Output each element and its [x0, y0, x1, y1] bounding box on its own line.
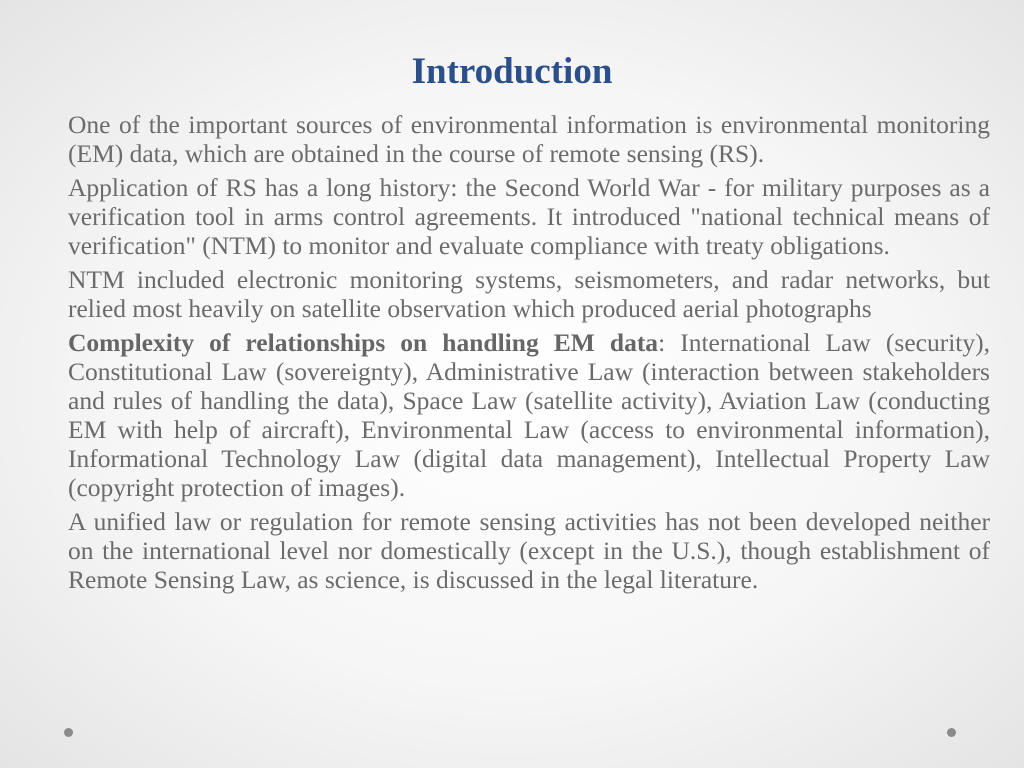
slide-body	[68, 110, 990, 599]
decorative-dot-left	[64, 728, 73, 737]
paragraph-2: Application of RS has a long history: the Second World War - for military purposes as a verification tool in arms control agreements. It introduced "national technical means of verification" (NTM) to monitor and evaluate compliance with treaty obligations.	[68, 173, 990, 260]
paragraph-3: NTM included electronic monitoring systems, seismometers, and radar networks, but relied most heavily on satellite observation which produced aerial photographs	[68, 265, 990, 323]
paragraph-4	[68, 328, 990, 502]
paragraph-1: One of the important sources of environmental information is environmental monitoring (EM) data, which are obtained in the course of remote sensing (RS).	[68, 110, 990, 168]
paragraph-4-bold-lead: Complexity of relationships on handling EM data	[68, 328, 659, 357]
slide-title: Introduction	[411, 51, 613, 92]
decorative-dot-right	[947, 728, 956, 737]
paragraph-4-text: : International Law (security), Constitutional Law (sovereignty), Administrative Law (interaction between stakeholders and rules of handling the data), Space Law (satellite activity), Aviation Law (conducting EM with help of aircraft), Environmental Law (access to environmental information), Informational Technology Law (digital data management), Intellectual Property Law (copyright protection of images).	[68, 328, 990, 502]
paragraph-5: A unified law or regulation for remote sensing activities has not been developed neither on the international level nor domestically (except in the U.S.), though establishment of Remote Sensing Law, as science, is discussed in the legal literature.	[68, 507, 990, 594]
